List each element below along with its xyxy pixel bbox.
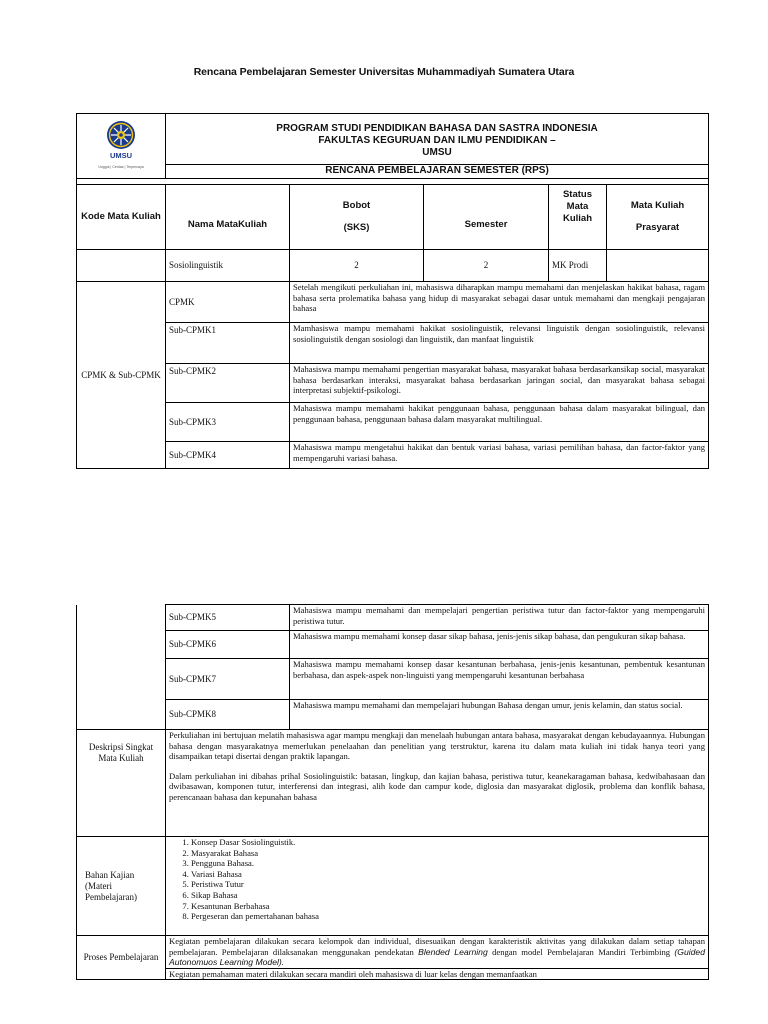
column-header-row <box>77 185 709 250</box>
cpmk-row-label: Sub-CPMK6 <box>166 631 290 659</box>
logo-subtext: Unggul | Cerdas | Terpercaya <box>98 164 144 169</box>
rps-title-row <box>77 165 709 179</box>
proses-label: Proses Pembelajaran <box>77 936 166 980</box>
header-bobot <box>290 185 424 250</box>
cpmk-row <box>77 700 709 730</box>
cpmk-row-text: Mahasiswa mampu memahami dan mempelajari pengertian peristiwa tutur dan factor-faktor yang mempengaruhi peristiwa tutur. <box>290 605 709 631</box>
document-header: Rencana Pembelajaran Semester Universitas Muhammadiyah Sumatera Utara <box>193 66 575 78</box>
deskripsi-paragraph-2: Dalam perkuliahan ini dibahas prihal Sosiolinguistik: batasan, lingkup, dan kajian bahasa, peristiwa tutur, keanekaragaman bahasa, kedwibahasaan dan dwibasawan, komponen tutur, interferensi dan integrasi, alih kode dan campur kode, diglosia dan masyarakat diglosik, problema dan konflik bahasa, perencanaan bahasa dan kepunahan bahasa <box>169 770 705 802</box>
proses-blended-learning: Blended Learning <box>418 946 488 957</box>
cpmk-row-text: Mahasiswa mampu memahami pengertian masyarakat bahasa, masyarakat bahasa berdasarkansikap social, masyarakat bahasa berdasarkan interaksi, masyarakat bahasa berdasarkan jaringan social, dan masyarakat bahasa sebagai interpretasi subjektif-psikologi. <box>290 364 709 403</box>
header-mk-line2: Prasyarat <box>635 222 680 233</box>
cpmk-row-text: Setelah mengikuti perkuliahan ini, mahasiswa diharapkan mampu memahami dan menjelaskan hakikat bahasa, ragam bahasa serta prolematika bahasa yang hidup di masyarakat sebagai dasar untuk memahami dan mengkaji pengajaran bahasa <box>290 282 709 323</box>
course-row <box>77 250 709 282</box>
list-item: 8. Pergeseran dan pemertahanan bahasa <box>191 911 705 922</box>
header-status: Status Mata Kuliah <box>549 185 607 250</box>
cpmk-row <box>77 403 709 442</box>
course-kode <box>77 250 166 282</box>
proses-text-c: Kegiatan pemahaman materi dilakukan secara mandiri oleh mahasiswa di luar kelas dengan memanfaatkan <box>166 968 708 980</box>
course-nama: Sosiolinguistik <box>166 250 290 282</box>
cpmk-row-text: Mahasiswa mampu memahami konsep dasar sikap bahasa, jenis-jenis sikap bahasa, dan pengukuran sikap bahasa. <box>290 631 709 659</box>
cpmk-row <box>77 659 709 700</box>
deskripsi-row <box>77 730 709 837</box>
bahan-kajian-list <box>169 837 705 922</box>
cpmk-row <box>77 605 709 631</box>
cpmk-row-text: Mamhasiswa mampu memahami hakikat sosiolinguistik, relevansi linguistik dengan sosiolinguistik, relevansi sosiolinguistik dengan sosiologi dan linguistik, dan manfaat linguistik <box>290 323 709 364</box>
cpmk-row-label: Sub-CPMK4 <box>166 442 290 469</box>
cpmk-row-label: Sub-CPMK8 <box>166 700 290 730</box>
list-item: 6. Sikap Bahasa <box>191 890 705 901</box>
list-item: 1. Konsep Dasar Sosiolinguistik. <box>191 837 705 848</box>
program-name: PROGRAM STUDI PENDIDIKAN BAHASA DAN SASTRA INDONESIA <box>276 123 598 134</box>
deskripsi-label: Deskripsi Singkat Mata Kuliah <box>77 730 166 837</box>
course-status: MK Prodi <box>549 250 607 282</box>
header-mk-line1: Mata Kuliah <box>630 200 685 211</box>
header-nama: Nama MataKuliah <box>166 185 290 250</box>
deskripsi-text <box>166 730 709 837</box>
umsu-logo <box>98 120 143 172</box>
course-prasyarat <box>607 250 709 282</box>
header-bobot-line2: (SKS) <box>343 222 370 233</box>
proses-text <box>166 936 709 980</box>
cpmk-row <box>77 442 709 469</box>
header-semester: Semester <box>424 185 549 250</box>
course-bobot: 2 <box>290 250 424 282</box>
header-kode: Kode Mata Kuliah <box>77 185 166 250</box>
bahan-kajian-label: Bahan Kajian (Materi Pembelajaran) <box>77 837 166 936</box>
university-seal-icon <box>104 120 138 150</box>
rps-title: RENCANA PEMBELAJARAN SEMESTER (RPS) <box>166 165 709 179</box>
cpmk-row <box>77 364 709 403</box>
header-bobot-line1: Bobot <box>342 200 371 211</box>
cpmk-row-label: Sub-CPMK2 <box>166 364 290 403</box>
bahan-kajian-list-cell <box>166 837 709 936</box>
cpmk-row-label: CPMK <box>166 282 290 323</box>
bahan-kajian-row <box>77 837 709 936</box>
faculty-name: FAKULTAS KEGURUAN DAN ILMU PENDIDIKAN – <box>318 135 556 146</box>
list-item: 3. Pengguna Bahasa. <box>191 858 705 869</box>
proses-text-a: Kegiatan pembelajaran dilakukan secara kelompok dan individual, disesuaikan dengan karakteristik aktivitas yang dilakukan dalam setiap tahapan pembelajaran. Pembelajaran dilaksanakan menggunakan pendekatan <box>169 936 705 957</box>
cpmk-row <box>77 323 709 364</box>
rps-continuation-table <box>76 604 709 980</box>
cpmk-row-text: Mahasiswa mampu memahami dan mempelajari hubungan Bahasa dengan umur, jenis kelamin, dan status social. <box>290 700 709 730</box>
cpmk-label-continued <box>77 605 166 730</box>
header-prasyarat <box>607 185 709 250</box>
rps-header-table <box>76 113 709 469</box>
list-item: 4. Variasi Bahasa <box>191 869 705 880</box>
list-item: 7. Kesantunan Berbahasa <box>191 901 705 912</box>
list-item: 2. Masyarakat Bahasa <box>191 848 705 859</box>
university-name: UMSU <box>422 147 452 158</box>
cpmk-row <box>77 282 709 323</box>
program-cell <box>166 114 709 165</box>
cpmk-row-text: Mahasiswa mampu memahami hakikat penggunaan bahasa, penggunaan bahasa dalam masyarakat bilingual, dan penggunaan bahasa, penggunaan bahasa dalam masyarakat multilingual. <box>290 403 709 442</box>
cpmk-row-label: Sub-CPMK7 <box>166 659 290 700</box>
proses-row <box>77 936 709 980</box>
proses-text-b: dengan model Pembelajaran Mandiri Terbimbing <box>487 946 675 957</box>
deskripsi-paragraph-1: Perkuliahan ini bertujuan melatih mahasiswa agar mampu mengkaji dan menelaah hubungan antara bahasa, masyarakat dengan kebudayaannya. Hubungan bahasa dengan masyarakatnya memerlukan penelaahan dan penelitian yang terstruktur, karena itu dalam mata kuliah ini tidak hanya teori yang disampaikan tetapi disertai dengan praktik lapangan. <box>169 730 705 762</box>
cpmk-row-label: Sub-CPMK3 <box>166 403 290 442</box>
course-semester: 2 <box>424 250 549 282</box>
cpmk-label: CPMK & Sub-CPMK <box>77 282 166 469</box>
cpmk-row-text: Mahasiswa mampu mengetahui hakikat dan bentuk variasi bahasa, variasi pemilihan bahasa, dan factor-faktor yang mempengaruhi variasi bahasa. <box>290 442 709 469</box>
cpmk-row-label: Sub-CPMK1 <box>166 323 290 364</box>
cpmk-row-label: Sub-CPMK5 <box>166 605 290 631</box>
logo-cell <box>77 114 166 179</box>
logo-text: UMSU <box>109 150 133 160</box>
cpmk-row <box>77 631 709 659</box>
list-item: 5. Peristiwa Tutur <box>191 879 705 890</box>
proses-guided-model: (Guided Autonomuos Learning Model). <box>169 946 705 968</box>
program-row <box>77 114 709 165</box>
cpmk-row-text: Mahasiswa mampu memahami konsep dasar kesantunan berbahasa, jenis-jenis kesantunan, pembentuk kesantunan berbahasa, dan aspek-aspek non-linguisti yang mempengaruhi kesantunan berbahasa <box>290 659 709 700</box>
